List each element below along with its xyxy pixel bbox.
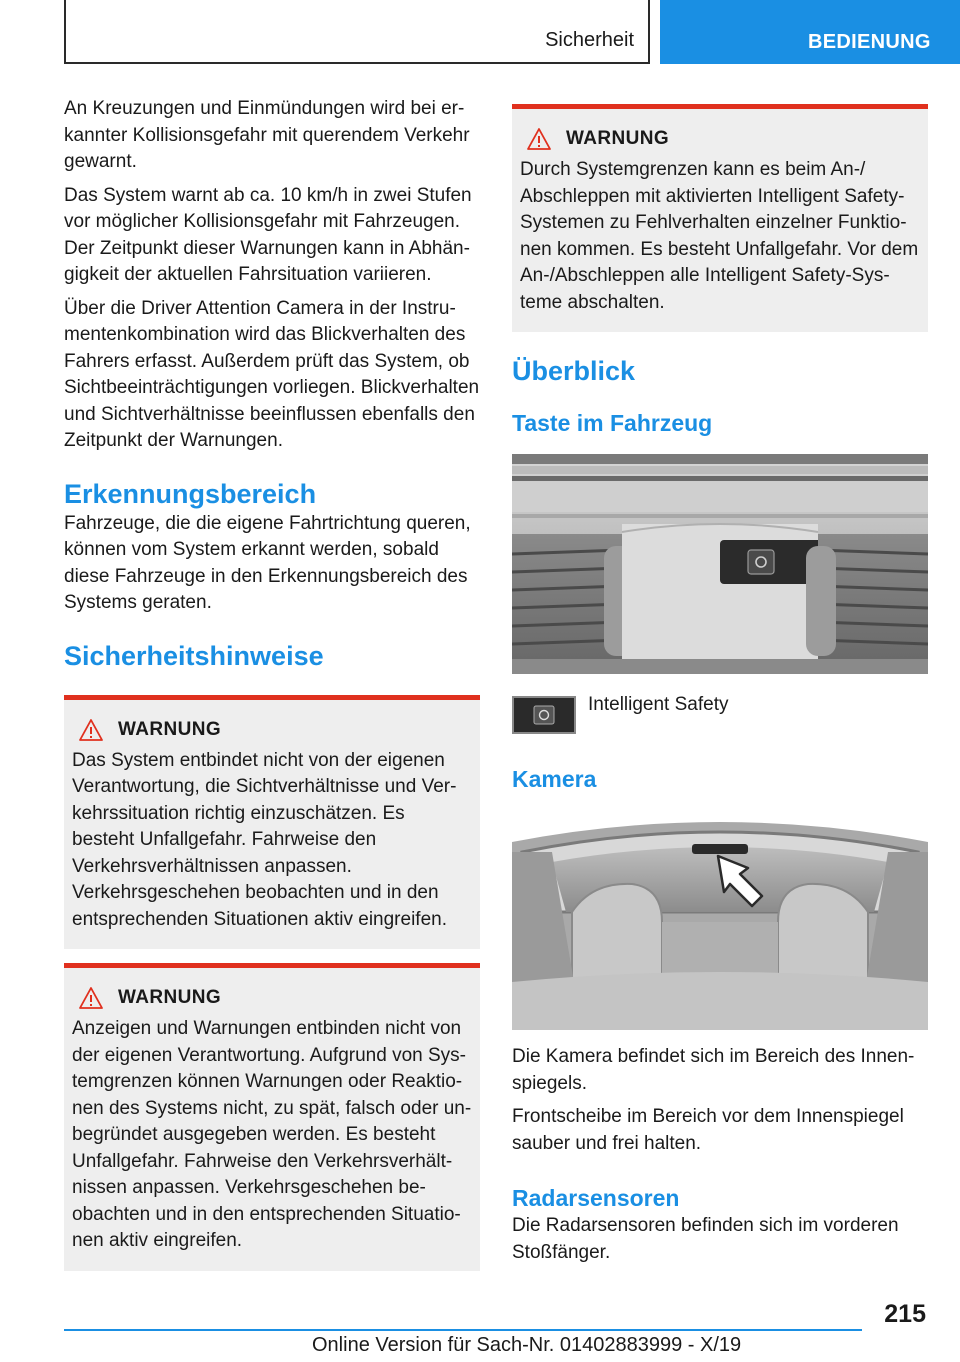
heading-erkennungsbereich: Erkennungsbereich xyxy=(64,478,317,509)
warning-triangle-icon xyxy=(526,127,552,151)
paragraph: Das System warnt ab ca. 10 km/h in zwei Stufen vor möglicher Kollisionsgefahr mit Fahrzeugen. Der Zeitpunkt dieser Warnungen kann in Abhängigkeit der aktuellen Fahrsituation variieren. xyxy=(64,184,472,285)
heading-ueberblick: Überblick xyxy=(512,356,636,386)
dashboard-button-photo xyxy=(512,454,928,674)
warning-text: Durch Systemgrenzen kann es beim An-/ Abschleppen mit aktivierten Intelligent Safety-Systemen zu Fehlverhalten einzelner Funktionen kommen. Es besteht Unfallgefahr. Vor dem An-/Abschleppen alle Intelligent Safety-Systeme abschalten. xyxy=(520,159,919,313)
warning-title: WARNUNG xyxy=(118,987,222,1008)
warning-text: Das System entbindet nicht von der eigenen Verantwortung, die Sichtverhältnisse und Verkehrssituation richtig einzuschätzen. Es besteht Unfallgefahr. Fahrweise den Verkehrsverhältnissen anpassen. Verkehrsgeschehen beobachten und in den entsprechenden Situationen aktiv eingreifen. xyxy=(72,749,457,930)
paragraph: Die Radarsensoren befinden sich im vorderen Stoßfänger. xyxy=(512,1215,899,1263)
subheading-radarsensoren: Radarsensoren xyxy=(512,1185,680,1211)
warning-box xyxy=(64,695,480,950)
paragraph: An Kreuzungen und Einmündungen wird bei erkannter Kollisionsgefahr mit querendem Verkehr gewarnt. xyxy=(64,98,470,172)
header-section-box xyxy=(64,0,650,64)
warning-title: WARNUNG xyxy=(118,718,222,740)
button-legend xyxy=(512,696,928,734)
footer-online-version: Online Version für Sach-Nr. 01402883999 - X/19 xyxy=(312,1334,742,1356)
warning-title: WARNUNG xyxy=(566,128,670,149)
paragraph: Die Kamera befindet sich im Bereich des Innenspiegels. xyxy=(512,1046,915,1094)
camera-location-photo xyxy=(512,812,928,1030)
header-chapter-tab xyxy=(660,0,960,64)
subheading-kamera: Kamera xyxy=(512,766,597,792)
paragraph: Über die Driver Attention Camera in der Instrumentenkombination wird das Blickverhalten des Fahrers erfasst. Außerdem prüft das System, ob Sichtbeeinträchtigungen vorliegen. Blickverhalten und Sichtverhältnisse beeinflussen ebenfalls den Zeitpunkt der Warnungen. xyxy=(64,297,480,451)
warning-box xyxy=(512,104,928,332)
right-column xyxy=(512,104,928,1273)
left-column xyxy=(64,96,480,1271)
footer-divider xyxy=(64,1329,862,1331)
paragraph: Fahrzeuge, die die eigene Fahrtrichtung queren, können vom System erkannt werden, sobald diese Fahrzeuge in den Erkennungsbereich des Systems geraten. xyxy=(64,512,471,613)
page-number: 215 xyxy=(884,1300,926,1328)
heading-sicherheitshinweise: Sicherheitshinweise xyxy=(64,640,324,671)
header-section-title: Sicherheit xyxy=(545,29,634,51)
header-chapter-label: BEDIENUNG xyxy=(808,31,931,53)
paragraph: Frontscheibe im Bereich vor dem Innenspiegel sauber und frei halten. xyxy=(512,1106,904,1154)
warning-triangle-icon xyxy=(78,718,104,742)
warning-text: Anzeigen und Warnungen entbinden nicht von der eigenen Verantwortung. Aufgrund von Systemgrenzen können Warnungen oder Reaktionen des Systems nicht, zu spät, falsch oder unbegründet ausgegeben werden. Es besteht Unfallgefahr. Fahrweise den Verkehrsverhältnissen anpassen. Verkehrsgeschehen beobachten und in den entsprechenden Situationen aktiv eingreifen. xyxy=(72,1018,472,1251)
subheading-taste-im-fahrzeug: Taste im Fahrzeug xyxy=(512,410,713,436)
legend-label: Intelligent Safety xyxy=(588,694,729,715)
warning-box xyxy=(64,963,480,1271)
intelligent-safety-button-icon xyxy=(512,696,576,734)
warning-triangle-icon xyxy=(78,986,104,1010)
